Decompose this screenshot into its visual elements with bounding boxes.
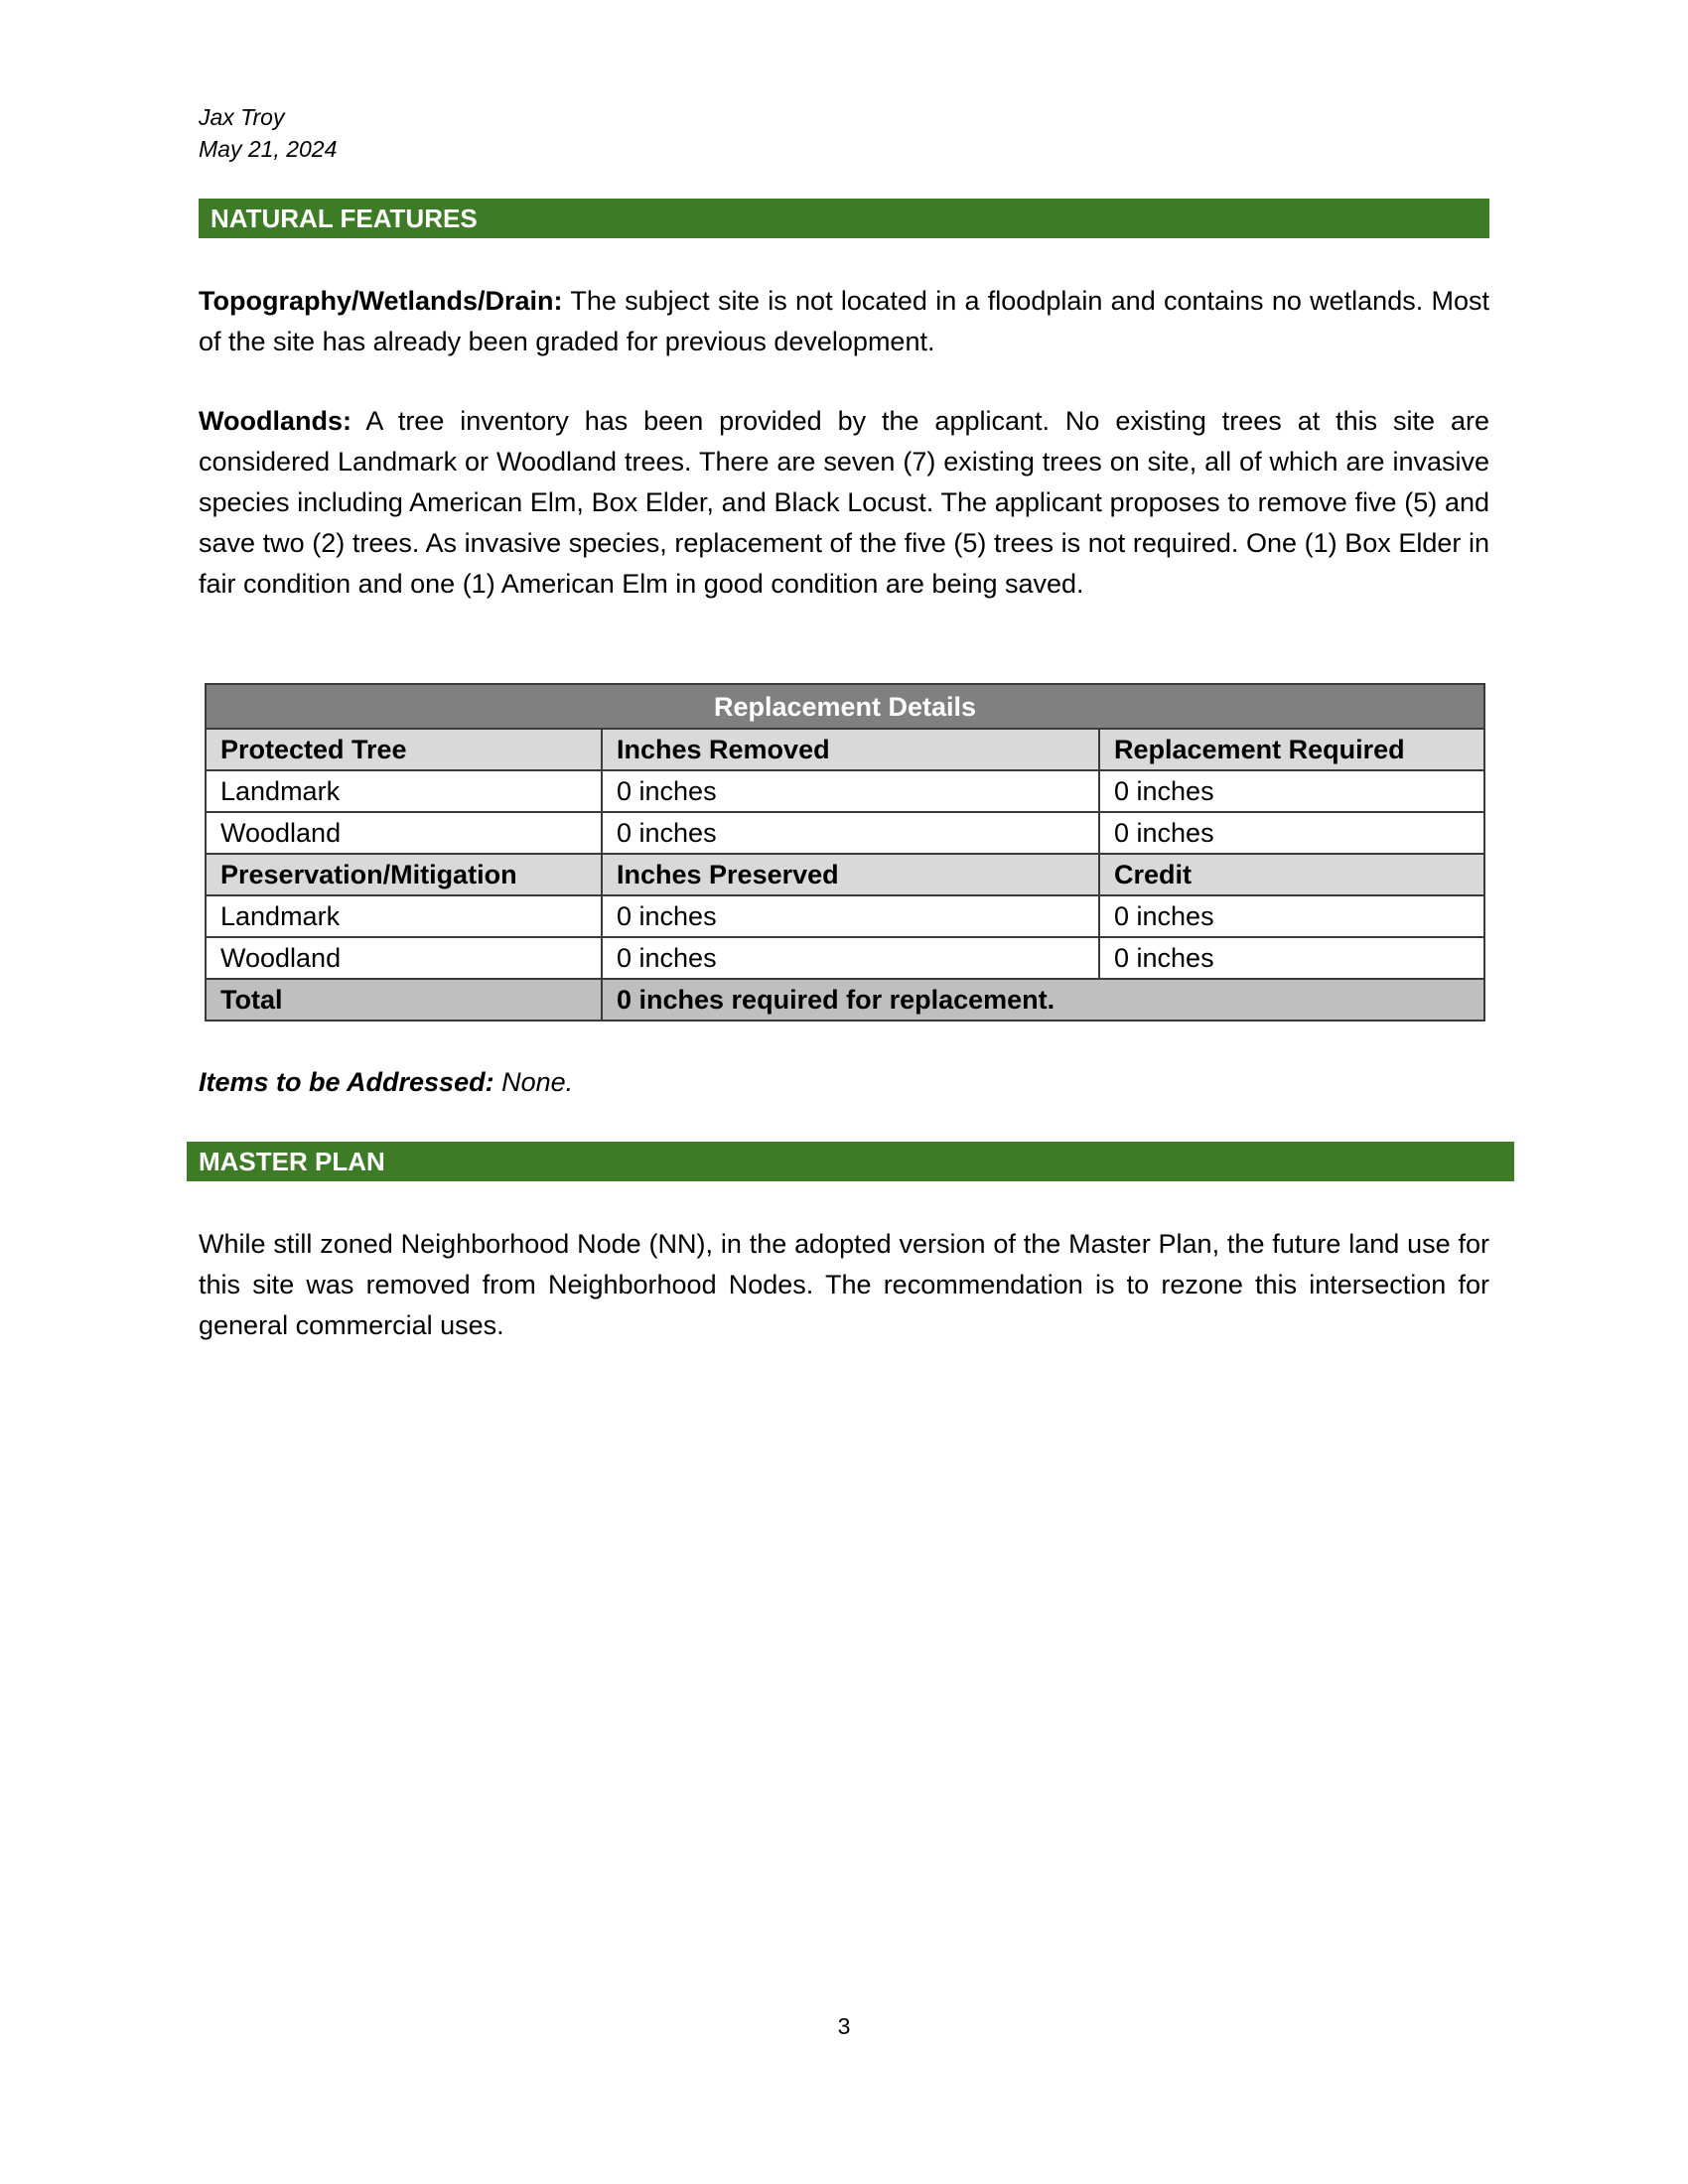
table-cell: 0 inches [602, 770, 1099, 812]
topography-text: The subject site is not located in a floodplain and contains no wetlands. Most of the site has already been graded for previous development. [199, 286, 1489, 356]
table-header-row [206, 729, 1484, 770]
column-header: Credit [1099, 854, 1484, 895]
table-cell: 0 inches [602, 937, 1099, 979]
section-title: NATURAL FEATURES [211, 204, 478, 233]
table-row [206, 770, 1484, 812]
table-row [206, 937, 1484, 979]
items-label: Items to be Addressed: [199, 1067, 494, 1097]
table-cell: 0 inches [1099, 770, 1484, 812]
table-total-row [206, 979, 1484, 1021]
table-cell: Landmark [206, 895, 602, 937]
header-author: Jax Troy [199, 104, 285, 130]
section-heading-natural-features [199, 199, 1489, 238]
table-row [206, 895, 1484, 937]
table-cell: Woodland [206, 812, 602, 854]
topography-label: Topography/Wetlands/Drain: [199, 286, 563, 316]
section-title: MASTER PLAN [199, 1147, 385, 1176]
column-header: Protected Tree [206, 729, 602, 770]
column-header: Inches Preserved [602, 854, 1099, 895]
column-header: Inches Removed [602, 729, 1099, 770]
replacement-details-table [205, 683, 1485, 1022]
table-cell: 0 inches [602, 895, 1099, 937]
table-header-row [206, 854, 1484, 895]
table-title-row [206, 684, 1484, 729]
paragraph-master-plan: While still zoned Neighborhood Node (NN), in the adopted version of the Master Plan, the future land use for this site was removed from Neighborhood Nodes. The recommendation is to rezone this intersection for general commercial uses. [199, 1229, 1489, 1340]
section-heading-master-plan [187, 1142, 1514, 1181]
header-date: May 21, 2024 [199, 136, 338, 162]
table-cell: 0 inches [1099, 812, 1484, 854]
page-number: 3 [837, 2013, 851, 2039]
total-value: 0 inches required for replacement. [602, 979, 1484, 1021]
items-value: None. [493, 1067, 574, 1097]
column-header: Preservation/Mitigation [206, 854, 602, 895]
column-header: Replacement Required [1099, 729, 1484, 770]
table-cell: 0 inches [1099, 937, 1484, 979]
paragraph-topography [199, 281, 1489, 362]
paragraph-woodlands [199, 401, 1489, 605]
woodlands-text: A tree inventory has been provided by the applicant. No existing trees at this site are considered Landmark or Woodland trees. There are seven (7) existing trees on site, all of which are invasive species including American Elm, Box Elder, and Black Locust. The applicant proposes to remove five (5) and save two (2) trees. As invasive species, replacement of the five (5) trees is not required. One (1) Box Elder in fair condition and one (1) American Elm in good condition are being saved. [199, 406, 1489, 599]
woodlands-label: Woodlands: [199, 406, 352, 436]
items-to-be-addressed [199, 1062, 573, 1103]
table-cell: 0 inches [602, 812, 1099, 854]
total-label: Total [206, 979, 602, 1021]
table-title: Replacement Details [206, 684, 1484, 729]
table-cell: Woodland [206, 937, 602, 979]
table-row [206, 812, 1484, 854]
table-cell: 0 inches [1099, 895, 1484, 937]
table-cell: Landmark [206, 770, 602, 812]
